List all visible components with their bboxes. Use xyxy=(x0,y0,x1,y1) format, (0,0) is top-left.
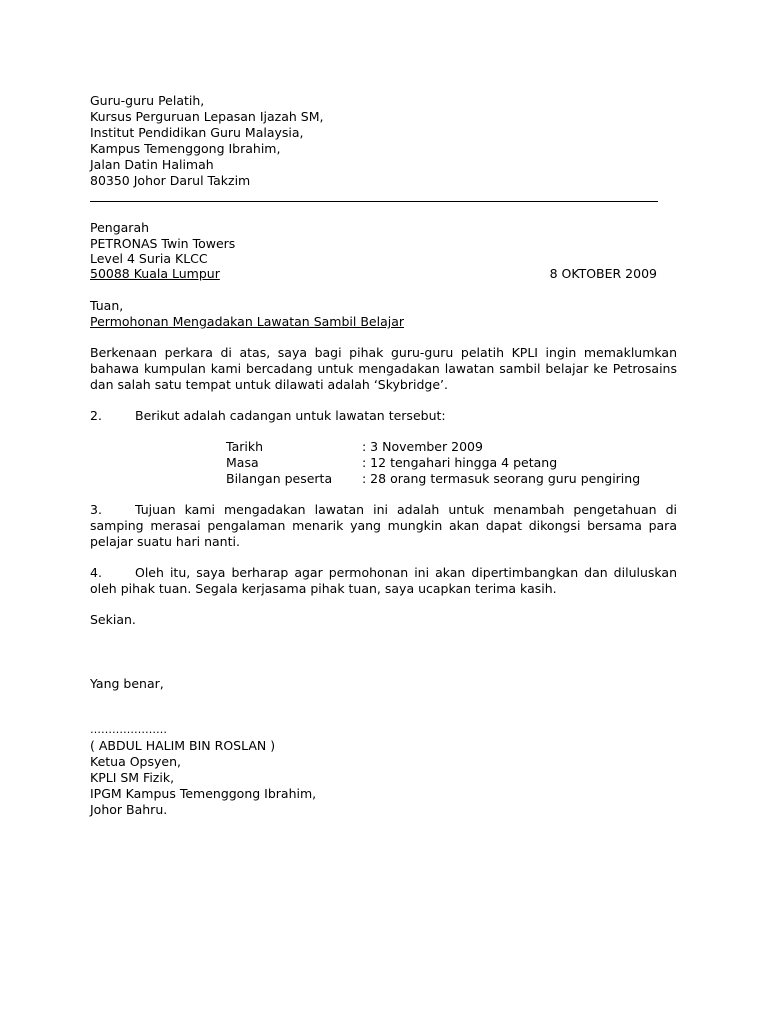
sender-line: Jalan Datin Halimah xyxy=(90,157,214,172)
detail-label: Tarikh xyxy=(226,439,263,454)
paragraph-4 xyxy=(90,565,677,597)
paragraph-3 xyxy=(90,502,677,550)
paragraph-1: Berkenaan perkara di atas, saya bagi pihak guru-guru pelatih KPLI ingin memaklumkan bahawa kumpulan kami bercadang untuk mengadakan lawatan sambil belajar ke Petrosains dan salah satu tempat untuk dilawati adalah ‘Skybridge’. xyxy=(90,345,677,392)
item-4-text: Oleh itu, saya berharap agar permohonan ini akan dipertimbangkan dan diluluskan oleh pihak tuan. Segala kerjasama pihak tuan, saya ucapkan terima kasih. xyxy=(90,565,677,596)
sender-line: Institut Pendidikan Guru Malaysia, xyxy=(90,125,304,140)
signatory-line: Johor Bahru. xyxy=(90,802,168,817)
recipient-line: PETRONAS Twin Towers xyxy=(90,236,236,251)
signatory-line: KPLI SM Fizik, xyxy=(90,770,175,785)
recipient-postcode-line: 50088 Kuala Lumpur xyxy=(90,266,220,281)
subject-heading: Permohonan Mengadakan Lawatan Sambil Belajar xyxy=(90,314,404,329)
signatory-name: ( ABDUL HALIM BIN ROSLAN ) xyxy=(90,738,276,753)
sender-line: Kampus Temenggong Ibrahim, xyxy=(90,141,281,156)
sender-line: Kursus Perguruan Lepasan Ijazah SM, xyxy=(90,109,324,124)
detail-value: : 12 tengahari hingga 4 petang xyxy=(362,455,558,470)
letter-date: 8 OKTOBER 2009 xyxy=(549,266,657,281)
recipient-line: Level 4 Suria KLCC xyxy=(90,251,208,266)
signatory-line: Ketua Opsyen, xyxy=(90,754,181,769)
signatory-line: IPGM Kampus Temenggong Ibrahim, xyxy=(90,786,317,801)
separator-line xyxy=(90,201,658,202)
signature-dots: ………………… xyxy=(90,723,167,736)
item-3-number: 3. xyxy=(90,502,102,517)
recipient-line: Pengarah xyxy=(90,220,150,235)
detail-value: : 28 orang termasuk seorang guru pengiring xyxy=(362,471,641,486)
detail-label: Masa xyxy=(226,455,259,470)
closing: Sekian. xyxy=(90,612,136,627)
detail-value: : 3 November 2009 xyxy=(362,439,483,454)
item-2-number: 2. xyxy=(90,408,102,423)
salutation: Tuan, xyxy=(90,298,124,313)
item-4-number: 4. xyxy=(90,565,102,580)
sign-off: Yang benar, xyxy=(90,676,164,691)
sender-line: Guru-guru Pelatih, xyxy=(90,93,205,108)
item-2-text: Berikut adalah cadangan untuk lawatan tersebut: xyxy=(135,408,446,423)
sender-line: 80350 Johor Darul Takzim xyxy=(90,173,251,188)
item-3-text: Tujuan kami mengadakan lawatan ini adalah untuk menambah pengetahuan di samping merasai pengalaman menarik yang mungkin akan dapat dikongsi bersama para pelajar suatu hari nanti. xyxy=(90,502,677,549)
detail-label: Bilangan peserta xyxy=(226,471,333,486)
